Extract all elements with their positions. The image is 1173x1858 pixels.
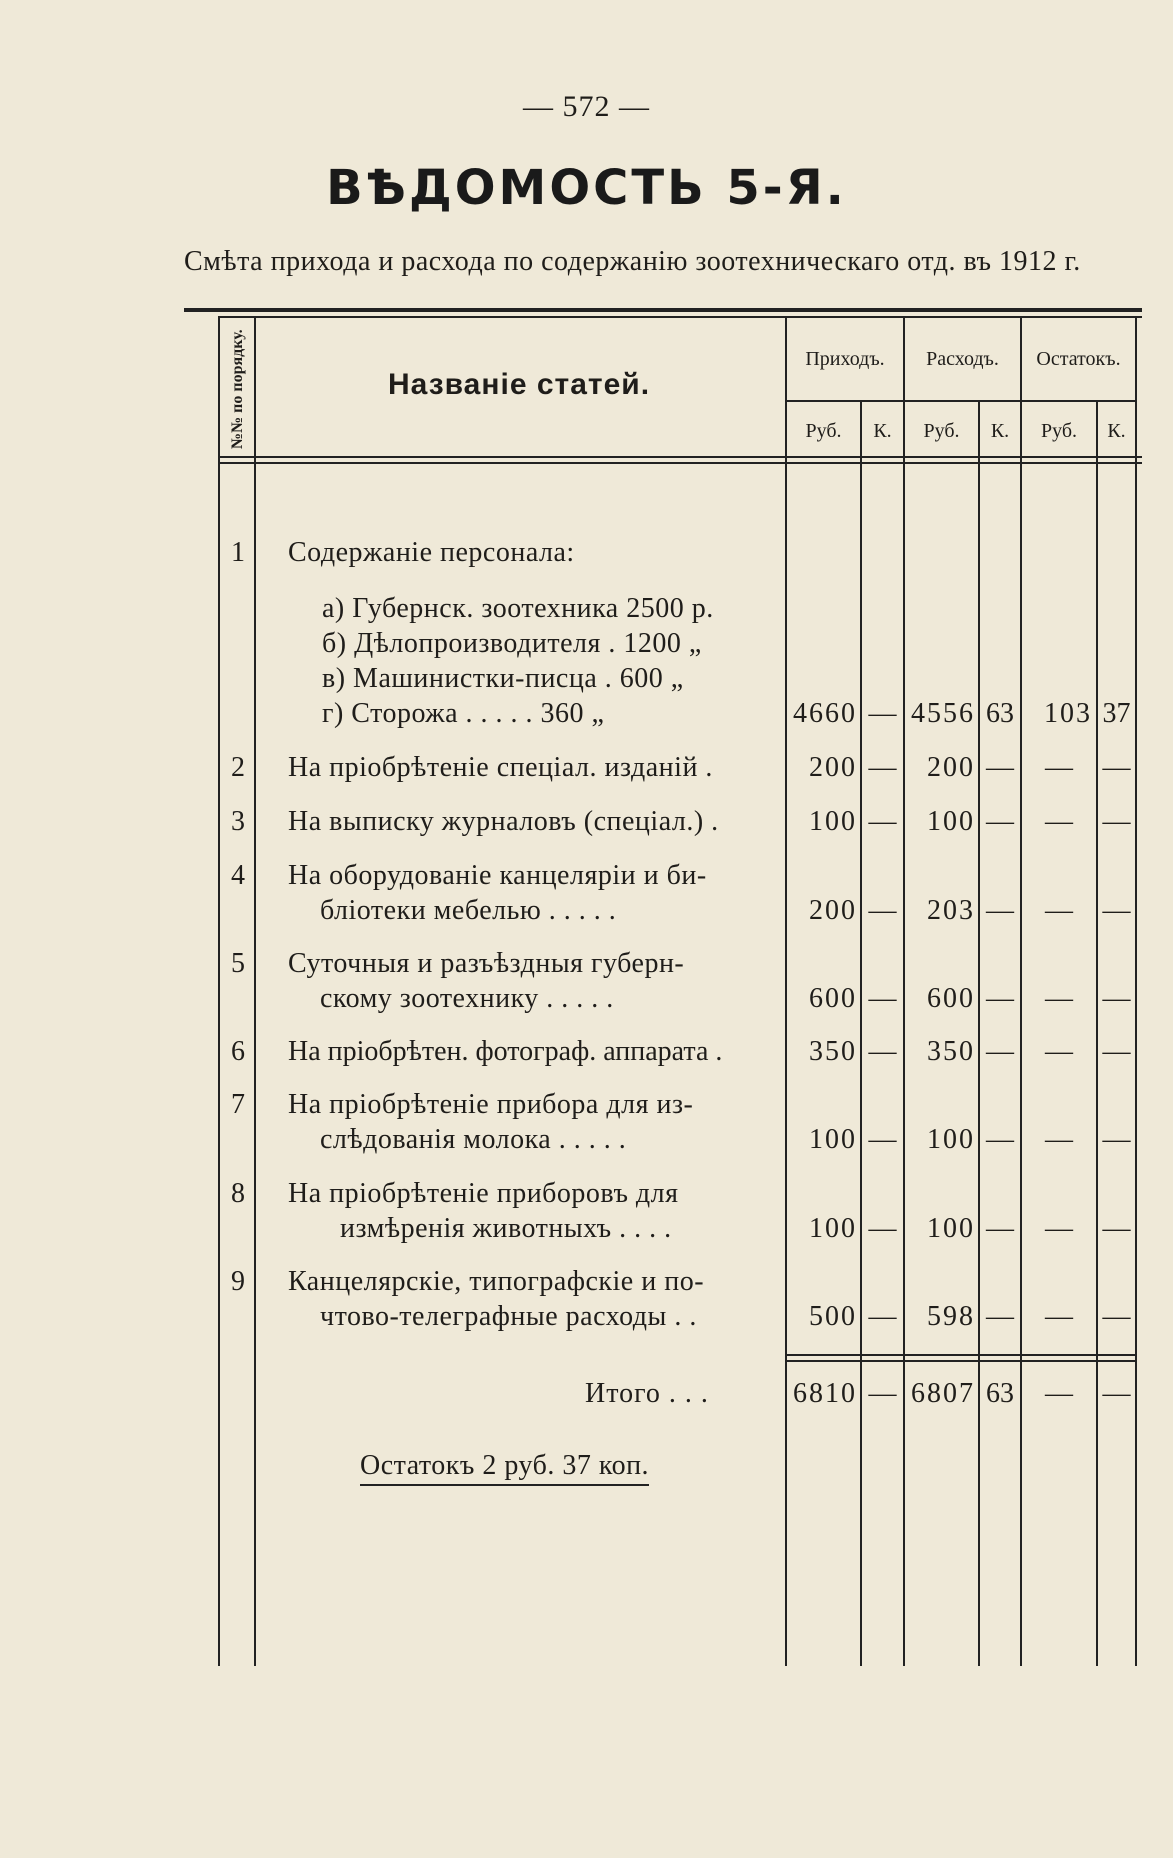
- income-kop: —: [868, 1124, 897, 1155]
- total-balance-rub: —: [1045, 1378, 1073, 1409]
- total-income-kop: —: [868, 1378, 897, 1409]
- expense-kop: 63: [986, 698, 1014, 729]
- row-number: 9: [231, 1266, 245, 1297]
- income-kop: —: [868, 895, 897, 926]
- row-title: На пріобрѣтен. фотограф. аппарата .: [288, 1036, 723, 1067]
- income-rub: 4660: [793, 698, 857, 729]
- row-title: Содержаніе персонала:: [288, 537, 575, 568]
- income-kop: —: [868, 1036, 897, 1067]
- balance-kop: —: [1102, 1036, 1131, 1067]
- expense-rub: 100: [927, 1124, 975, 1155]
- expense-kop: —: [986, 983, 1014, 1014]
- total-expense-kop: 63: [986, 1378, 1014, 1409]
- row-title: На пріобрѣтеніе приборовъ для: [288, 1178, 679, 1209]
- total-rule: [785, 1354, 1135, 1356]
- document-subtitle: Смѣта прихода и расхода по содержанію зоотехническаго отд. въ 1912 г.: [184, 246, 1081, 277]
- income-rub: 200: [809, 895, 857, 926]
- income-rub: 350: [809, 1036, 857, 1067]
- income-rub: 100: [809, 1213, 857, 1244]
- expense-rub: 4556: [911, 698, 975, 729]
- total-label: Итого . . .: [585, 1378, 709, 1409]
- document-title: ВѢДОМОСТЬ 5-Я.: [326, 160, 847, 216]
- header-expense-rub: Руб.: [923, 420, 960, 442]
- income-kop: —: [868, 983, 897, 1014]
- row-subitem: б) Дѣлопроизводителя . 1200 „: [322, 628, 702, 659]
- total-income-rub: 6810: [793, 1378, 857, 1409]
- header-balance-kop: К.: [1107, 420, 1126, 442]
- balance-kop: —: [1102, 1213, 1131, 1244]
- income-kop: —: [868, 1301, 897, 1332]
- col-line-balance-kop: [1096, 400, 1098, 1666]
- balance-kop: —: [1102, 1301, 1131, 1332]
- header-expense-kop: К.: [990, 420, 1010, 442]
- header-number-column: №№ по порядку.: [229, 329, 246, 449]
- header-bottom-rule-2: [218, 462, 1142, 464]
- balance-rub: —: [1045, 983, 1073, 1014]
- row-title-cont: бліотеки мебелью . . . . .: [320, 895, 617, 926]
- balance-rub: —: [1045, 1036, 1073, 1067]
- header-expense: Расходъ.: [926, 348, 999, 370]
- row-title: На пріобрѣтеніе спеціал. изданій .: [288, 752, 713, 783]
- row-title-cont: скому зоотехнику . . . . .: [320, 983, 614, 1014]
- page-number: — 572 —: [523, 90, 650, 123]
- row-number: 8: [231, 1178, 245, 1209]
- income-rub: 100: [809, 806, 857, 837]
- balance-rub: 103: [1044, 698, 1092, 729]
- header-balance-rub: Руб.: [1040, 420, 1078, 442]
- header-income-kop: К.: [873, 420, 892, 442]
- header-balance: Остатокъ.: [1036, 348, 1121, 370]
- income-rub: 200: [809, 752, 857, 783]
- balance-kop: —: [1102, 806, 1131, 837]
- balance-rub: —: [1045, 1301, 1073, 1332]
- header-name-column: Названіе статей.: [388, 368, 651, 401]
- row-number: 4: [231, 860, 245, 891]
- row-title: На выписку журналовъ (спеціал.) .: [288, 806, 719, 837]
- row-subitem: в) Машинистки-писца . 600 „: [322, 663, 684, 694]
- row-number: 5: [231, 948, 245, 979]
- expense-kop: —: [986, 752, 1014, 783]
- row-subitem: а) Губернск. зоотехника 2500 р.: [322, 593, 714, 624]
- income-rub: 100: [809, 1124, 857, 1155]
- balance-rub: —: [1045, 752, 1073, 783]
- row-title-cont: слѣдованія молока . . . . .: [320, 1124, 627, 1155]
- row-number: 7: [231, 1089, 245, 1120]
- income-kop: —: [868, 752, 897, 783]
- expense-rub: 598: [927, 1301, 975, 1332]
- col-line-right: [1135, 316, 1137, 1666]
- header-bottom-rule: [218, 456, 1142, 458]
- balance-kop: —: [1102, 1124, 1131, 1155]
- expense-kop: —: [986, 1301, 1014, 1332]
- row-number: 3: [231, 806, 245, 837]
- income-kop: —: [868, 806, 897, 837]
- row-title: Канцелярскіе, типографскіе и по-: [288, 1266, 705, 1297]
- row-title-cont: чтово-телеграфные расходы . .: [320, 1301, 697, 1332]
- expense-rub: 100: [927, 806, 975, 837]
- income-rub: 600: [809, 983, 857, 1014]
- row-number: 1: [231, 537, 245, 568]
- balance-rub: —: [1045, 1213, 1073, 1244]
- expense-kop: —: [986, 1124, 1014, 1155]
- balance-rub: —: [1045, 806, 1073, 837]
- expense-kop: —: [986, 1213, 1014, 1244]
- balance-kop: —: [1102, 895, 1131, 926]
- total-balance-kop: —: [1102, 1378, 1131, 1409]
- row-number: 2: [231, 752, 245, 783]
- expense-rub: 600: [927, 983, 975, 1014]
- expense-rub: 200: [927, 752, 975, 783]
- expense-kop: —: [986, 806, 1014, 837]
- balance-kop: —: [1102, 983, 1131, 1014]
- row-subitem: г) Сторожа . . . . . 360 „: [322, 698, 605, 729]
- col-line-expense-kop: [978, 400, 980, 1666]
- expense-rub: 350: [927, 1036, 975, 1067]
- row-number: 6: [231, 1036, 245, 1067]
- income-rub: 500: [809, 1301, 857, 1332]
- expense-rub: 100: [927, 1213, 975, 1244]
- income-kop: —: [868, 698, 897, 729]
- remainder-note: Остатокъ 2 руб. 37 коп.: [360, 1450, 649, 1486]
- expense-rub: 203: [927, 895, 975, 926]
- expense-kop: —: [986, 895, 1014, 926]
- col-line-left: [218, 316, 220, 1666]
- table-top-rule: [184, 308, 1142, 312]
- header-income: Приходъ.: [805, 348, 885, 370]
- balance-kop: 37: [1102, 698, 1131, 729]
- row-title: На пріобрѣтеніе прибора для из-: [288, 1089, 694, 1120]
- table-top-rule-thin: [218, 316, 1142, 318]
- expense-kop: —: [986, 1036, 1014, 1067]
- income-kop: —: [868, 1213, 897, 1244]
- total-rule-2: [785, 1360, 1135, 1362]
- balance-rub: —: [1045, 1124, 1073, 1155]
- row-title-cont: измѣренія животныхъ . . . .: [340, 1213, 672, 1244]
- row-title: На оборудованіе канцеляріи и би-: [288, 860, 707, 891]
- row-title: Суточныя и разъѣздныя губерн-: [288, 948, 685, 979]
- balance-kop: —: [1102, 752, 1131, 783]
- header-income-rub: Руб.: [805, 420, 842, 442]
- col-line-num: [254, 316, 256, 1666]
- total-expense-rub: 6807: [911, 1378, 975, 1409]
- col-line-income-kop: [860, 400, 862, 1666]
- balance-rub: —: [1045, 895, 1073, 926]
- header-sub-rule: [785, 400, 1135, 402]
